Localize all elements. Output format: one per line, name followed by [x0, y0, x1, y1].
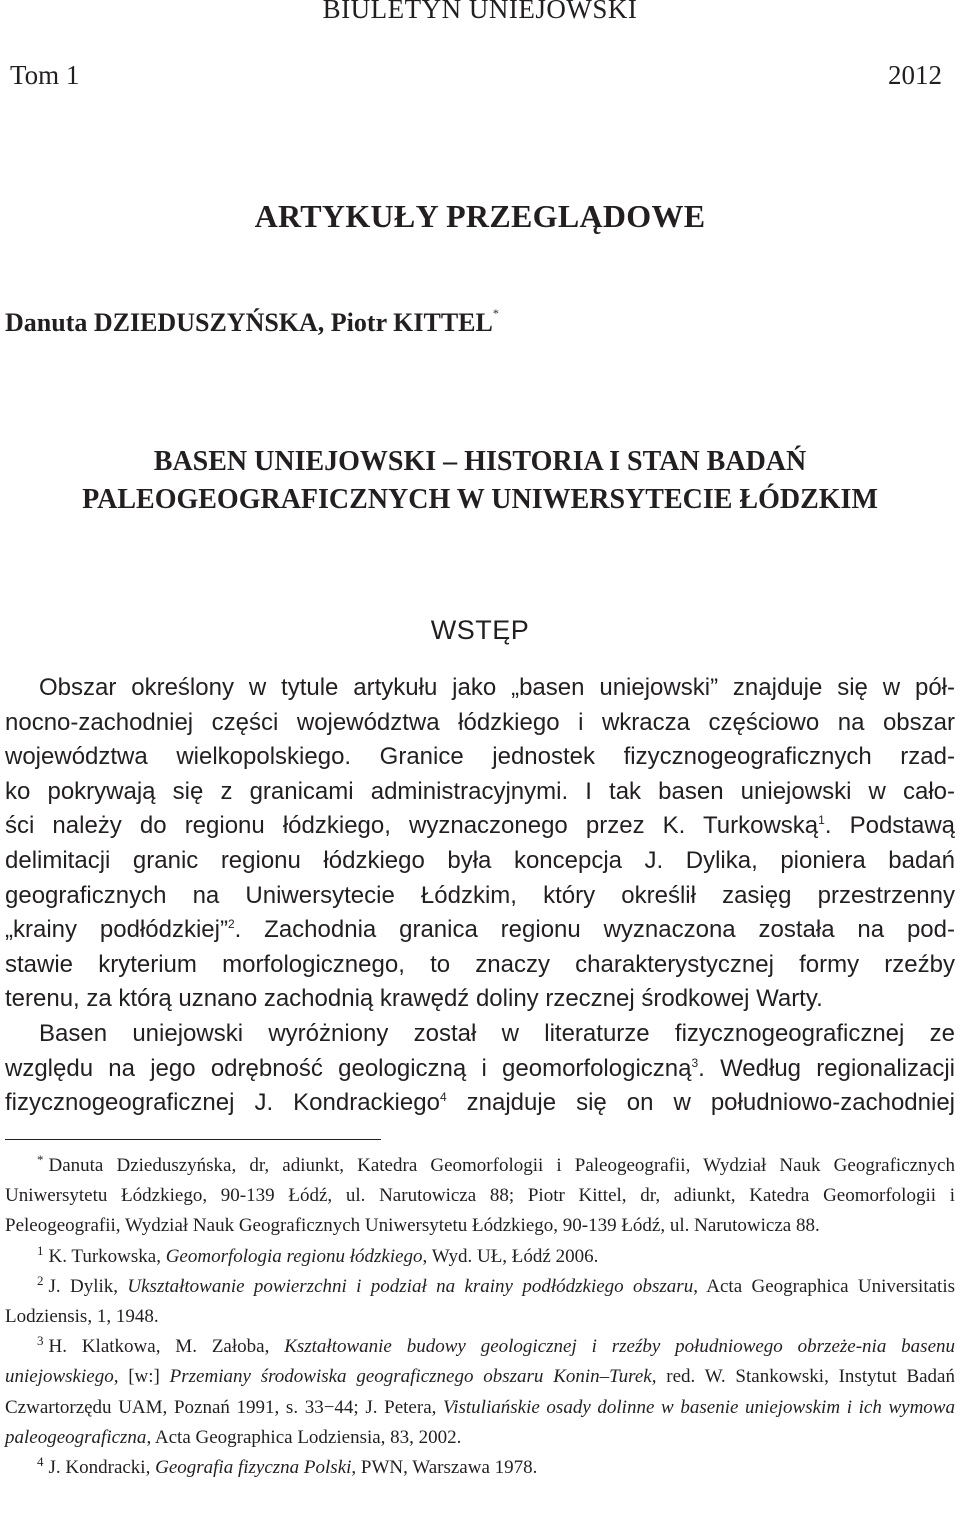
body-text: znajduje się on w południowo-zachodniej	[446, 1089, 955, 1117]
title-line: PALEOGEOGRAFICZNYCH W UNIWERSYTECIE ŁÓDZKIM	[82, 484, 878, 515]
footnote-text: H. Klatkowa, M. Załoba,	[48, 1336, 285, 1358]
journal-title: BIULETYN UNIEJOWSKI	[322, 0, 638, 24]
footnote-author	[5, 1151, 955, 1242]
authors-names: Danuta DZIEDUSZYŃSKA, Piotr KITTEL	[5, 308, 493, 337]
footnote-work-title: Przemiany środowiska geograficznego obszaru Konin–Turek	[169, 1366, 652, 1388]
body-text: . Zachodnia granica regionu wyznaczona została na pod-	[234, 916, 955, 944]
footnote-mark: 3	[37, 1333, 44, 1349]
footnote-mark: *	[37, 1152, 44, 1167]
section-heading: WSTĘP	[430, 615, 530, 645]
footnote-ref: 1	[818, 813, 825, 828]
body-text: „krainy podłódzkiej”	[5, 916, 228, 944]
article-authors	[5, 308, 499, 338]
body-line	[5, 809, 955, 844]
footnote-text: J. Kondracki,	[48, 1457, 156, 1479]
body-line: stawie kryterium morfologicznego, to znaczy charakterystycznej formy rzeźby	[5, 950, 955, 978]
body-line: nocno-zachodniej części województwa łódzkiego i wkracza częściowo na obszar	[5, 708, 955, 736]
body-text: fizycznogeograficznej J. Kondrackiego	[5, 1089, 440, 1117]
author-footnote-mark: *	[492, 306, 499, 321]
body-line	[5, 1052, 955, 1087]
body-line	[5, 1086, 955, 1121]
footnote-text: , Wyd. UŁ, Łódź 2006.	[422, 1245, 599, 1267]
body-text: . Podstawą	[824, 812, 956, 840]
footnote-mark: 4	[37, 1454, 44, 1470]
body-line: Basen uniejowski wyróżniony został w literaturze fizycznogeograficznej ze	[39, 1019, 955, 1047]
footnote-mark: 1	[37, 1242, 44, 1258]
footnote-text: , [w:]	[113, 1366, 170, 1388]
section-title: ARTYKUŁY PRZEGLĄDOWE	[254, 198, 706, 234]
body-text: ści należy do regionu łódzkiego, wyznaczonego przez K. Turkowską	[5, 812, 819, 840]
year-label: 2012	[888, 60, 942, 90]
footnote-ref: 4	[439, 1090, 447, 1105]
article-body	[5, 671, 955, 1121]
footnote-ref: 3	[691, 1055, 699, 1070]
volume-label: Tom 1	[10, 60, 80, 90]
footnote-work-title: Kształtowanie budowy geologicznej i rzeźby południowego obrzeże-nia basenu uniejowskiego	[5, 1336, 956, 1388]
footnote-text: , red. W. Stankowski, Instytut Badań Czwartorzędu UAM, Poznań 1991, s. 33−44; J. Petera,	[5, 1366, 955, 1418]
footnote-separator	[5, 1139, 381, 1140]
body-text: względu na jego odrębność geologiczną i geomorfologiczną	[5, 1054, 692, 1082]
footnote-mark: 2	[37, 1272, 44, 1288]
article-title	[0, 443, 960, 519]
body-line: Obszar określony w tytule artykułu jako „basen uniejowski” znajduje się w pół-	[39, 674, 955, 701]
title-line: BASEN UNIEJOWSKI – HISTORIA I STAN BADAŃ	[153, 446, 807, 477]
body-line: geograficznych na Uniwersytecie Łódzkim, który określił zasięg przestrzenny	[5, 881, 955, 909]
body-line: terenu, za którą uznano zachodnią krawędź doliny rzecznej środkowej Warty.	[5, 985, 823, 1013]
footnote-text: J. Dylik,	[48, 1275, 128, 1297]
footnote-3	[5, 1332, 955, 1453]
body-line	[5, 913, 955, 948]
footnote-work-title: Ukształtowanie powierzchni i podział na krainy podłódzkiego obszaru	[127, 1275, 694, 1297]
footnote-ref: 2	[227, 917, 235, 932]
body-text: . Według regionalizacji	[698, 1054, 955, 1082]
footnote-text: , PWN, Warszawa 1978.	[351, 1457, 538, 1479]
body-line: województwa wielkopolskiego. Granice jednostek fizycznogeograficznych rzad-	[5, 743, 955, 771]
body-line: ko pokrywają się z granicami administracyjnymi. I tak basen uniejowski w cało-	[5, 777, 955, 805]
footnote-text: , Acta Geographica Universitatis Lodziensis, 1, 1948.	[5, 1275, 955, 1328]
footnote-2	[5, 1272, 955, 1332]
footnote-text: Danuta Dzieduszyńska, dr, adiunkt, Katedra Geomorfologii i Paleogeografii, Wydział Nauk Geograficznych Uniwersytetu Łódzkiego, 90-139 Łódź, ul. Narutowicza 88; Piotr Kittel, dr, adiunkt, Katedra Geomorfologii i Peleogeografii, Wydział Nauk Geograficznych Uniwersytetu Łódzkiego, 90-139 Łódź, ul. Narutowicza 88.	[5, 1155, 955, 1237]
footnotes	[5, 1151, 955, 1483]
footnote-work-title: Geografia fizyczna Polski	[155, 1457, 352, 1479]
footnote-4	[5, 1453, 955, 1483]
footnote-text: K. Turkowska,	[48, 1245, 166, 1267]
footnote-work-title: Geomorfologia regionu łódzkiego	[165, 1245, 423, 1267]
body-line: delimitacji granic regionu łódzkiego była koncepcja J. Dylika, pioniera badań	[5, 846, 955, 874]
footnote-work-title: Vistuliańskie osady dolinne w basenie uniejowskim i ich wymowa paleogeograficzna	[5, 1396, 955, 1448]
footnote-1	[5, 1242, 955, 1272]
footnote-text: , Acta Geographica Lodziensia, 83, 2002.	[146, 1426, 462, 1448]
